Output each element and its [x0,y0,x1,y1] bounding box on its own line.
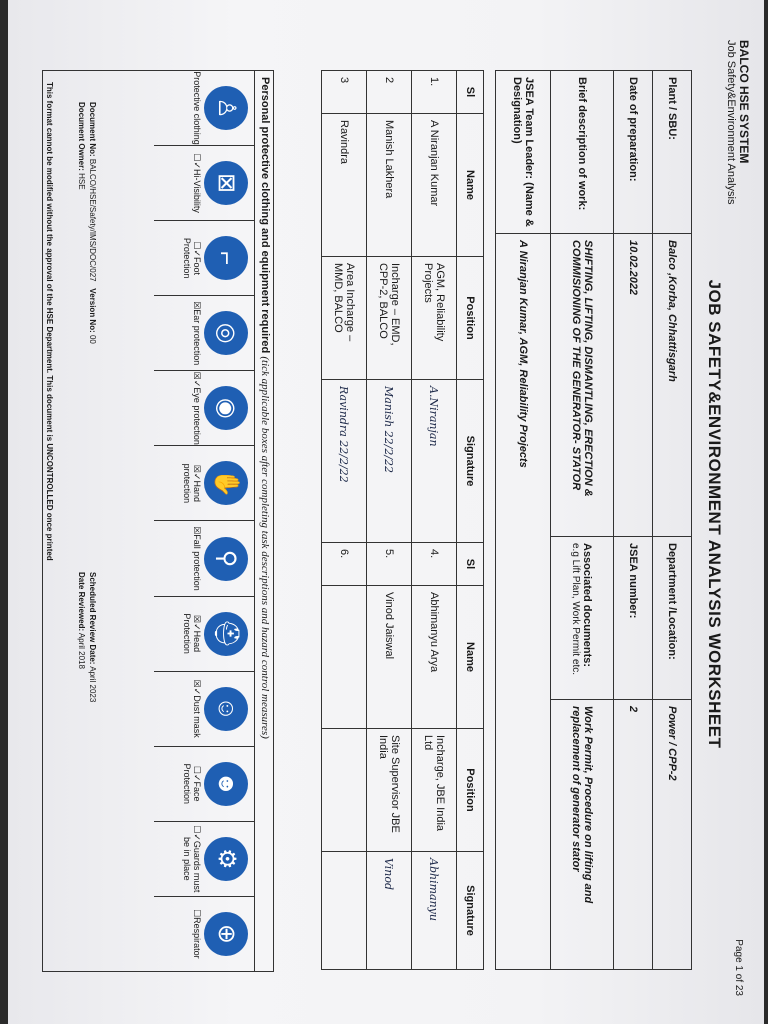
dept-label: Department /Location: [653,537,692,700]
reviewed-label: Date Reviewed: [77,572,86,632]
sl: 6. [322,543,367,586]
footer-right [76,572,98,702]
name: A Niranjan Kumar [412,114,457,257]
dust-mask-icon: ☺ [204,687,248,731]
team-header-row [457,71,484,970]
owner: HSE [77,173,86,190]
plant-value: Balco ,Korba, Chhattisgarh [653,234,692,537]
ppe-item[interactable] [154,822,254,897]
ppe-label: ☐✓Face Protection [182,763,202,804]
ppe-label: Protective clothing [192,71,202,145]
ppe-label: ☒✓Eye protection [192,371,202,445]
name [322,586,367,729]
leader-label: JSEA Team Leader: (Name & Designation) [496,71,551,234]
reviewed: April 2018 [77,632,86,669]
page-title: JOB SAFETY&ENVIRONMENT ANALYSIS WORKSHEET [705,279,724,749]
signature: A.Niranjan [412,380,457,543]
ppe-item[interactable] [154,897,254,971]
harness-icon: ⚲ [204,537,248,581]
ppe-label: ☐Respirator [192,909,202,959]
col-name-2: Name [457,586,484,729]
signature [322,852,367,970]
team-table [321,70,484,970]
ppe-grid [154,71,255,971]
helmet-icon: ⛑ [204,612,248,656]
review-label: Scheduled Review Date: [88,572,97,665]
ppe-item[interactable] [154,371,254,446]
glove-icon: ✋ [204,461,248,505]
col-position-2: Position [457,729,484,852]
ppe-label: ☒✓Dust mask [192,679,202,738]
system-name: BALCO HSE SYSTEM [737,40,751,164]
date-value: 10.02.2022 [614,234,653,537]
assoc-label: Associated documents: [581,543,594,668]
assoc-hint: e.g Lift Plan, Work Permit etc. [570,543,582,676]
name: Manish Lakhera [367,114,412,257]
brief-label: Brief description of work: [551,71,614,234]
page-number: Page 1 of 23 [733,939,744,996]
table-row [322,71,367,970]
col-position: Position [457,257,484,380]
jsea-value: 2 [614,700,653,970]
position: Incharge – EMD, CPP-2, BALCO [367,257,412,380]
ppe-item[interactable] [154,296,254,371]
face-shield-icon: ☻ [204,762,248,806]
ppe-item[interactable] [154,446,254,521]
name: Vinod Jaiswal [367,586,412,729]
col-signature-2: Signature [457,852,484,970]
ppe-item[interactable] [154,672,254,747]
review: April 2023 [88,666,97,703]
sl: 4. [412,543,457,586]
plant-label: Plant / SBU: [653,71,692,234]
col-sl-2: Sl [457,543,484,586]
signature: Manish 22/2/22 [367,380,412,543]
name: Ravindra [322,114,367,257]
position: AGM, Reliability Projects [412,257,457,380]
version-label: Version No: [88,288,97,333]
ppe-item[interactable] [154,221,254,296]
footer-note: This format cannot be modified without the approval of the HSE Department. This document is UNCONTROLLED once printed [45,82,54,561]
respirator-icon: ⊕ [204,912,248,956]
signature: Ravindra 22/2/22 [322,380,367,543]
ppe-label: ☒✓Head Protection [182,613,202,654]
doc-no: BALCO/HSE/Safety/IMS/DOC/027 [88,158,97,282]
signature: Vinod [367,852,412,970]
sl: 2 [367,71,412,114]
col-sl: Sl [457,71,484,114]
info-table [495,70,692,970]
name: Abhimanyu Arya [412,586,457,729]
sl: 1. [412,71,457,114]
doc-no-label: Document No: [88,102,97,157]
position [322,729,367,852]
leader-value: A Niranjan Kumar, AGM, Reliability Projects [496,234,551,970]
ppe-item[interactable] [154,747,254,822]
ppe-item[interactable] [154,146,254,221]
owner-label: Document Owner: [77,102,86,171]
assoc-value: Work Permit, Procedure on lifting and replacement of generator stator [551,700,614,970]
ppe-item[interactable] [154,521,254,596]
table-row [412,71,457,970]
version: 00 [88,334,97,344]
ppe-title-text: Personal protective clothing and equipment required [259,77,271,354]
position: Area Incharge – MMD, BALCO [322,257,367,380]
header-left [724,40,750,204]
jsea-label: JSEA number: [614,537,653,700]
table-row [367,71,412,970]
ppe-item[interactable] [154,71,254,146]
paper [8,0,764,1024]
vest-icon: ⊠ [204,161,248,205]
ppe-item[interactable] [154,597,254,672]
ppe-label: ☒Fall protection [192,526,202,591]
sl: 3 [322,71,367,114]
ppe-label: ☒Ear protection [192,301,202,366]
ppe-label: ☒✓Hand protection [182,463,202,504]
ppe-title [259,77,271,739]
boot-icon: ⌐ [204,236,248,280]
ear-muff-icon: ◎ [204,311,248,355]
worksheet [18,12,758,1016]
position: Site Supervisor JBE India [367,729,412,852]
ppe-label: ☐✓Foot Protection [182,237,202,279]
brief-value: SHIFTING, LIFTING, DISMANTLING, ERECTION & COMMISIONING OF THE GENERATOR- STATOR [551,234,614,537]
ppe-label: ☐✓Guards must be in place [182,825,202,893]
coverall-icon: ♙ [204,86,248,130]
position: Incharge, JBE India Ltd [412,729,457,852]
col-signature: Signature [457,380,484,543]
goggles-icon: ◉ [204,386,248,430]
ppe-label: ☐✓Hi-Visibility [192,153,202,213]
assoc-cell [551,537,614,700]
system-subtitle: Job Safety&Environment Analysis [725,40,737,205]
signature: Abhimanyu [412,852,457,970]
col-name: Name [457,114,484,257]
sl: 5. [367,543,412,586]
ppe-note: (tick applicable boxes after completing task descriptions and hazard control measures) [259,356,271,739]
dept-value: Power / CPP-2 [653,700,692,970]
footer-left [76,102,98,344]
guard-icon: ⚙ [204,837,248,881]
date-label: Date of preparation: [614,71,653,234]
